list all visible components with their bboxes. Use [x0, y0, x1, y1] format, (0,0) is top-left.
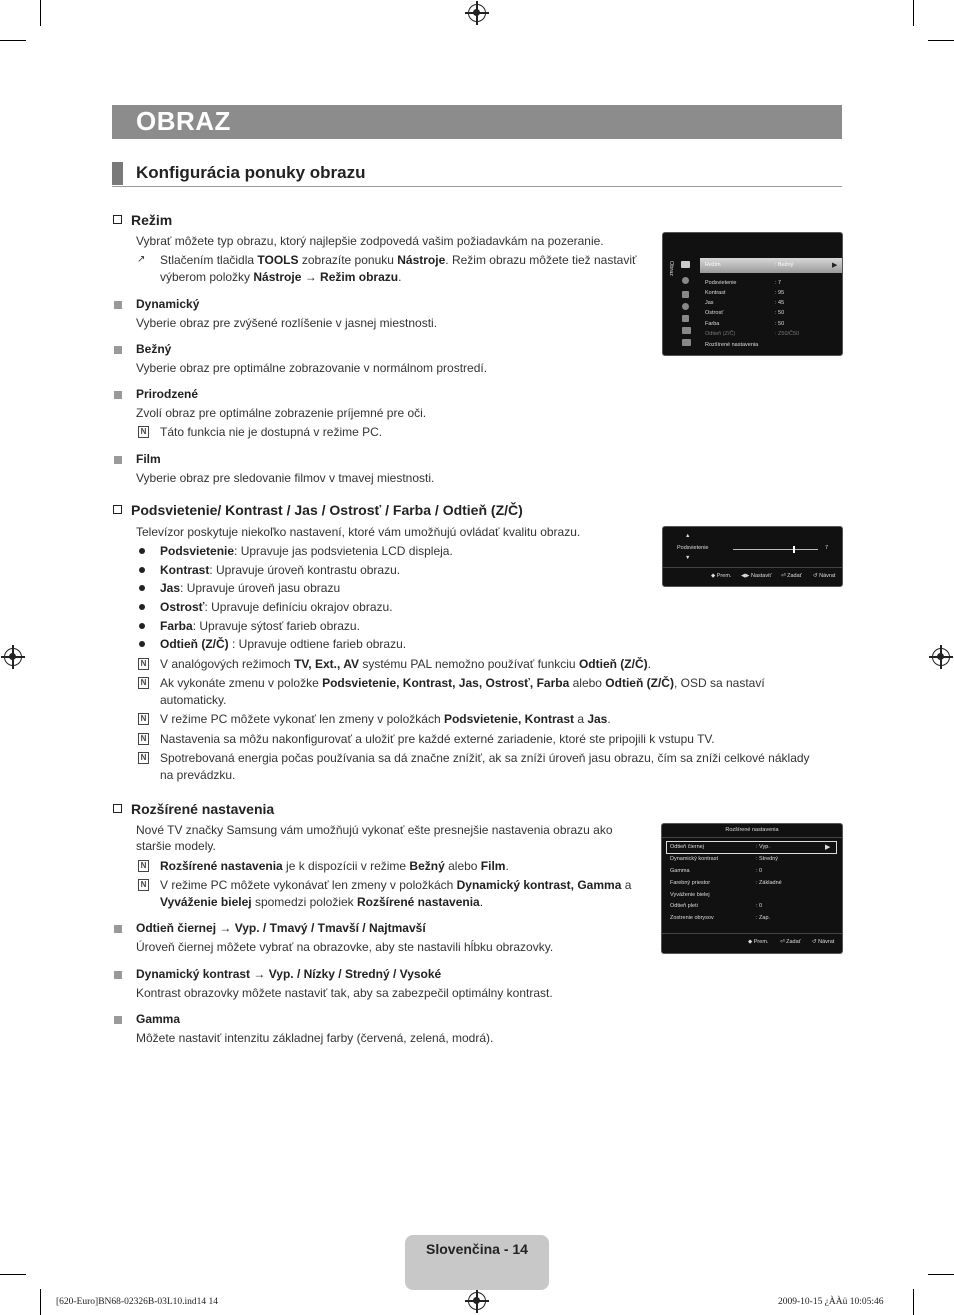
bullet-icon [139, 641, 145, 647]
mode-name: Prirodzené [136, 387, 199, 401]
page-title-bar [112, 105, 842, 139]
rezim-tools-line: Stlačením tlačidla TOOLS zobrazíte ponuku Nástroje. Režim obrazu môžete tiež nastaviť [160, 253, 637, 267]
note-text: automaticky. [160, 693, 227, 707]
channel-icon [682, 291, 689, 298]
registration-mark-icon [4, 648, 22, 666]
rezim-heading: Režim [113, 212, 172, 228]
mode-name: Bežný [136, 342, 172, 356]
setting-item: Jas: Upravuje úroveň jasu obrazu [160, 581, 341, 595]
crop-mark [0, 1274, 26, 1275]
note-text: Spotrebovaná energia počas používania sa dá značne znížiť, ak sa zníži úroveň jasu obrazu, čím sa zníži celkové náklady [160, 751, 810, 765]
rezim-intro: Vybrať môžete typ obrazu, ktorý najlepšie zodpovedá vašim požiadavkám na pozeranie. [136, 234, 604, 248]
osd-row-label: Farebný priestor [670, 880, 711, 886]
note-icon: N [138, 713, 149, 725]
osd-divider [662, 933, 842, 934]
advanced-item-name: Dynamický kontrast → Vyp. / Nízky / Stredný / Vysoké [136, 967, 442, 981]
note-text: V režime PC môžete vykonať len zmeny v položkách Podsvietenie, Kontrast a Jas. [160, 712, 611, 726]
arrow-right-icon: ▶ [825, 844, 831, 851]
bullet-icon [139, 585, 145, 591]
setup-icon [682, 303, 689, 310]
osd-row-value: : 50 [775, 321, 785, 327]
square-bullet-icon [114, 391, 122, 399]
crop-mark [928, 40, 954, 41]
mode-desc: Vyberie obraz pre sledovanie filmov v tmavej miestnosti. [136, 471, 435, 485]
note-icon: N [138, 426, 149, 438]
crop-mark [913, 1289, 914, 1315]
osd-row-label: Gamma [670, 868, 690, 874]
podsvietenie-intro: Televízor poskytuje niekoľko nastavení, ktoré vám umožňujú ovládať kvalitu obrazu. [136, 525, 581, 539]
mode-name: Dynamický [136, 297, 200, 311]
osd-hint: ↺ Návrat [813, 573, 836, 579]
mode-note: Táto funkcia nie je dostupná v režime PC. [160, 425, 383, 439]
osd-backlight-slider [662, 526, 843, 587]
slider-label: Podsvietenie [677, 545, 709, 551]
osd-hint: ⏎ Zadať [780, 939, 801, 945]
sound-icon [682, 277, 689, 284]
print-slug-left: [620-Euro]BN68-02326B-03L10.ind14 14 [56, 1297, 219, 1307]
advanced-item-name: Gamma [136, 1012, 181, 1026]
osd-row-value: : Zap. [756, 915, 771, 921]
osd-title: Rozšírené nastavenia [725, 827, 779, 833]
slider-value: 7 [825, 545, 829, 551]
osd-row-label: Rozšírené nastavenia [705, 342, 759, 348]
square-bullet-icon [114, 1016, 122, 1024]
square-bullet-icon [114, 456, 122, 464]
square-bullet-icon [114, 301, 122, 309]
crop-mark [0, 40, 26, 41]
osd-picture-menu [662, 232, 843, 356]
registration-mark-icon [468, 1292, 486, 1310]
note-icon: N [138, 677, 149, 689]
registration-mark-icon [932, 648, 950, 666]
osd-row-value: : Bežný [775, 262, 794, 268]
setting-item: Kontrast: Upravuje úroveň kontrastu obrazu. [160, 563, 401, 577]
osd-advanced-settings [661, 823, 843, 954]
arrow-up-icon: ▲ [685, 533, 691, 539]
osd-hint: ⏎ Zadať [781, 573, 802, 579]
app-icon [682, 327, 691, 334]
osd-row-value: : Z50/Č50 [775, 331, 800, 337]
osd-selected-row[interactable] [700, 258, 842, 273]
bullet-icon [139, 604, 145, 610]
crop-mark [913, 0, 914, 26]
square-bullet-icon [114, 346, 122, 354]
crop-mark [928, 1274, 954, 1275]
osd-row-label: Dynamický kontrast [670, 856, 718, 862]
note-text: Vyváženie bielej spomedzi položiek Rozšírené nastavenia. [160, 895, 484, 909]
support-icon [682, 339, 691, 346]
note-text: Rozšírené nastavenia je k dispozícii v režime Bežný alebo Film. [160, 859, 509, 873]
rozsirene-intro: staršie modely. [136, 839, 216, 853]
osd-hint: ◀▶ Nastaviť [741, 573, 772, 579]
slider-track[interactable] [733, 549, 818, 550]
osd-row-label: Jas [705, 300, 714, 306]
osd-row-label: Odtieň pleti [670, 903, 698, 909]
rozsirene-heading: Rozšírené nastavenia [113, 801, 274, 817]
setting-item: Odtieň (Z/Č) : Upravuje odtiene farieb obrazu. [160, 637, 407, 651]
setting-item: Ostrosť: Upravuje definíciu okrajov obrazu. [160, 600, 393, 614]
podsvietenie-heading: Podsvietenie/ Kontrast / Jas / Ostrosť / Farba / Odtieň (Z/Č) [113, 502, 523, 518]
osd-hint: ◆ Prem. [748, 939, 769, 945]
bullet-icon [139, 548, 145, 554]
square-bullet-icon [114, 971, 122, 979]
osd-row-value: : Stredný [756, 856, 779, 862]
osd-row-value: : 0 [756, 868, 763, 874]
checkbox-icon [113, 215, 122, 224]
osd-row-value: : Vyp. [756, 844, 770, 850]
advanced-item-desc: Kontrast obrazovky môžete nastaviť tak, aby sa zabezpečil optimálny kontrast. [136, 986, 553, 1000]
osd-hint: ◆ Prem. [711, 573, 732, 579]
page-number: Slovenčina - 14 [426, 1241, 528, 1257]
advanced-item-desc: Úroveň čiernej môžete vybrať na obrazovke, aby ste nastavili hĺbku obrazovky. [136, 940, 554, 954]
note-text: Nastavenia sa môžu nakonfigurovať a uložiť pre každé externé zariadenie, ktoré ste pripojili k vstupu TV. [160, 732, 715, 746]
section-header [112, 162, 842, 187]
osd-row-value: : 95 [775, 290, 785, 296]
osd-row-label: Odtieň (Z/Č) [705, 331, 736, 337]
arrow-right-icon: ▶ [832, 262, 838, 269]
section-marker [112, 162, 123, 185]
osd-divider [662, 837, 842, 838]
page-title: OBRAZ [136, 106, 231, 136]
square-bullet-icon [114, 925, 122, 933]
note-icon: N [138, 860, 149, 872]
note-icon: N [138, 658, 149, 670]
crop-mark [40, 0, 41, 26]
note-icon: N [138, 733, 149, 745]
input-icon [682, 315, 689, 322]
osd-side-label: Obraz [668, 261, 674, 276]
picture-icon [681, 261, 690, 268]
mode-desc: Vyberie obraz pre zvýšené rozlíšenie v jasnej miestnosti. [136, 316, 438, 330]
advanced-item-name: Odtieň čiernej → Vyp. / Tmavý / Tmavší / Najtmavší [136, 921, 426, 935]
osd-row-label: Podsvietenie [705, 280, 737, 286]
rozsirene-intro: Nové TV značky Samsung vám umožňujú vykonať ešte presnejšie nastavenia obrazu ako [136, 823, 613, 837]
osd-hint: ↺ Návrat [812, 939, 835, 945]
checkbox-icon [113, 505, 122, 514]
mode-name: Film [136, 452, 161, 466]
note-icon: N [138, 879, 149, 891]
bullet-icon [139, 623, 145, 629]
print-slug-right: 2009-10-15 ¿ÀÀü 10:05:46 [778, 1297, 884, 1307]
osd-row-label: Farba [705, 321, 720, 327]
osd-row-label: Vyváženie bielej [670, 892, 710, 898]
osd-row-value: : Základné [756, 880, 782, 886]
registration-mark-icon [468, 4, 486, 22]
osd-row-value: : 7 [775, 280, 782, 286]
osd-row-value: : 50 [775, 310, 785, 316]
checkbox-icon [113, 804, 122, 813]
note-text: Ak vykonáte zmenu v položke Podsvietenie, Kontrast, Jas, Ostrosť, Farba alebo Odtieň (Z/Č), OSD sa nastaví [160, 676, 765, 690]
section-title: Konfigurácia ponuky obrazu [136, 163, 366, 182]
osd-row-label: Zostrenie obrysov [670, 915, 714, 921]
slider-thumb[interactable] [793, 546, 795, 553]
osd-row-label: Ostrosť [705, 310, 724, 316]
mode-desc: Zvolí obraz pre optimálne zobrazenie príjemné pre oči. [136, 406, 427, 420]
osd-divider [663, 567, 842, 568]
advanced-item-desc: Môžete nastaviť intenzitu základnej farby (červená, zelená, modrá). [136, 1031, 494, 1045]
rezim-tools-line2: výberom položky Nástroje → Režim obrazu. [160, 270, 402, 284]
note-text: na prevádzku. [160, 768, 236, 782]
arrow-down-icon: ▼ [685, 555, 691, 561]
crop-mark [40, 1289, 41, 1315]
osd-row-value: : 0 [756, 903, 763, 909]
setting-item: Farba: Upravuje sýtosť farieb obrazu. [160, 619, 360, 633]
note-icon: N [138, 752, 149, 764]
tools-icon: ↗ [137, 254, 146, 265]
osd-row-label: Kontrast [705, 290, 726, 296]
osd-row-label: Režim [705, 262, 721, 268]
bullet-icon [139, 567, 145, 573]
note-text: V režime PC môžete vykonávať len zmeny v položkách Dynamický kontrast, Gamma a [160, 878, 632, 892]
mode-desc: Vyberie obraz pre optimálne zobrazovanie v normálnom prostredí. [136, 361, 488, 375]
page-number-tab [405, 1235, 549, 1290]
note-text: V analógových režimoch TV, Ext., AV systému PAL nemožno používať funkciu Odtieň (Z/Č). [160, 657, 651, 671]
osd-row-value: : 45 [775, 300, 785, 306]
osd-row-label: Odtieň čiernej [670, 844, 704, 850]
setting-item: Podsvietenie: Upravuje jas podsvietenia LCD displeja. [160, 544, 453, 558]
